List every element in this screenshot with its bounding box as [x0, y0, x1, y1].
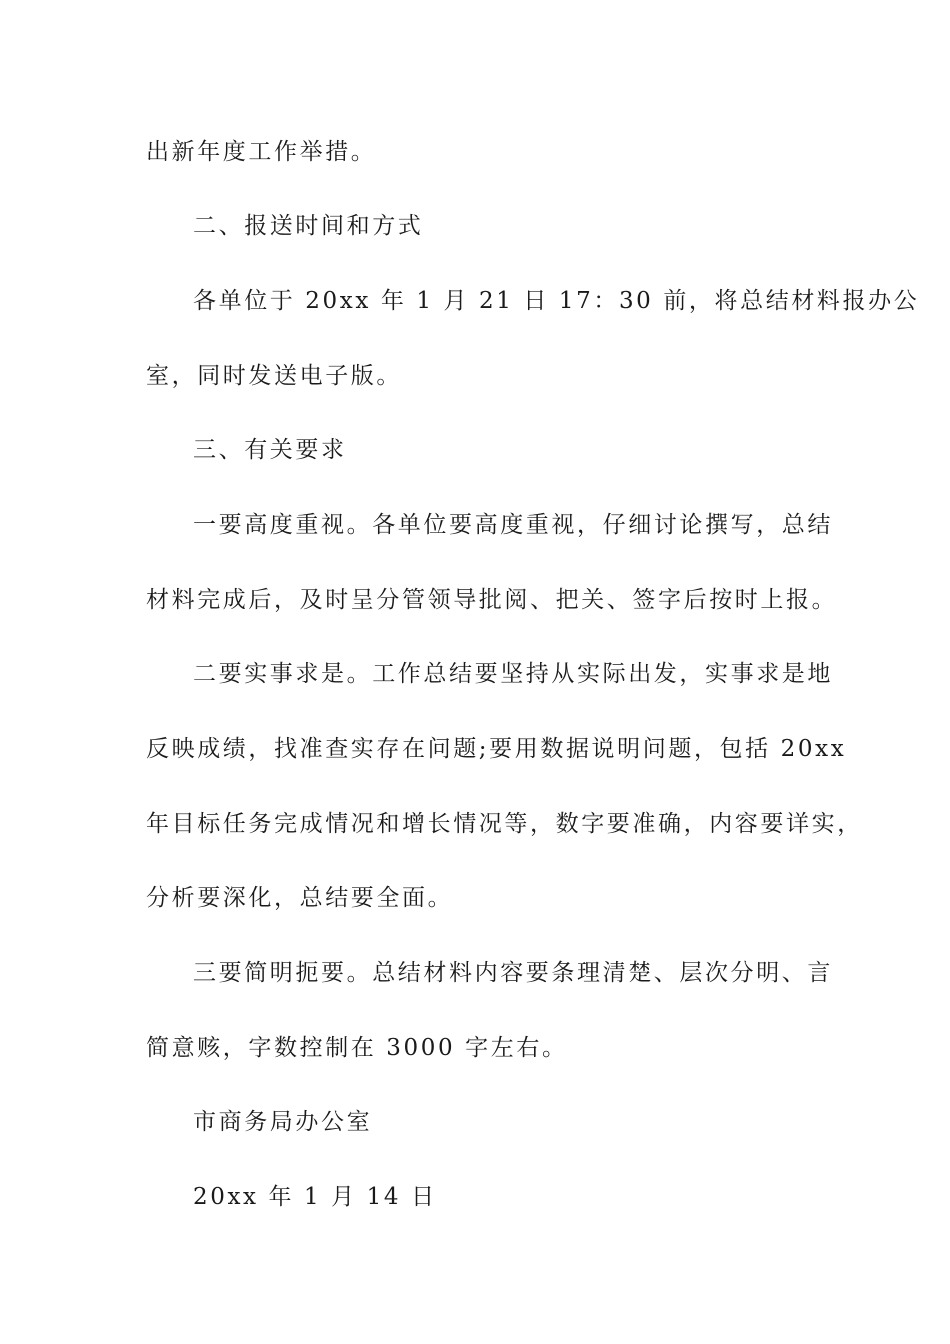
- section-heading-submission: 二、报送时间和方式: [193, 213, 424, 239]
- paragraph-requirement-2-cont-1: 反映成绩，找准查实存在问题;要用数据说明问题，包括 20xx: [146, 736, 847, 762]
- section-heading-requirements: 三、有关要求: [193, 437, 347, 463]
- paragraph-requirement-3: 三要简明扼要。总结材料内容要条理清楚、层次分明、言: [193, 960, 833, 986]
- body-line-continuation: 出新年度工作举措。: [146, 139, 377, 165]
- paragraph-submission-deadline: 各单位于 20xx 年 1 月 21 日 17：30 前，将总结材料报办公: [193, 288, 920, 314]
- paragraph-requirement-2-cont-2: 年目标任务完成情况和增长情况等，数字要准确，内容要详实，: [146, 811, 863, 837]
- paragraph-requirement-2-cont-3: 分析要深化，总结要全面。: [146, 885, 454, 911]
- paragraph-requirement-1-cont: 材料完成后，及时呈分管领导批阅、把关、签字后按时上报。: [146, 587, 838, 613]
- paragraph-requirement-1: 一要高度重视。各单位要高度重视，仔细讨论撰写，总结: [193, 512, 833, 538]
- paragraph-submission-deadline-cont: 室，同时发送电子版。: [146, 363, 402, 389]
- paragraph-requirement-2: 二要实事求是。工作总结要坚持从实际出发，实事求是地: [193, 661, 833, 687]
- paragraph-requirement-3-cont: 简意赅，字数控制在 3000 字左右。: [146, 1035, 568, 1061]
- signature-date: 20xx 年 1 月 14 日: [193, 1184, 437, 1210]
- signature-office: 市商务局办公室: [193, 1109, 373, 1135]
